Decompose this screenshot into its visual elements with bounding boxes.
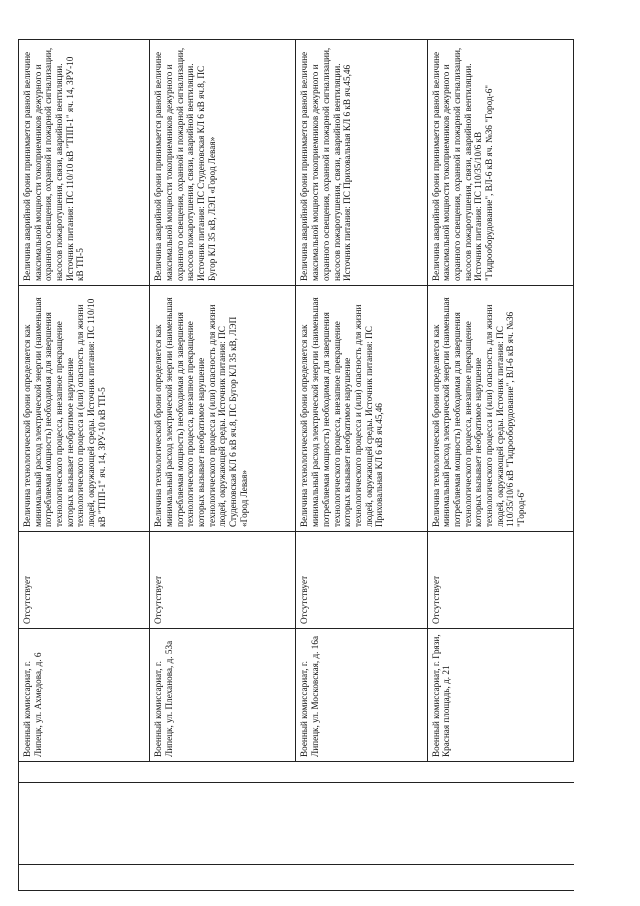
- frame-vertical-line: [18, 762, 19, 890]
- frame-horizontal-line: [18, 864, 574, 865]
- backup-cell: Отсутствует: [427, 532, 573, 629]
- emergency-reserve-cell: Величина аварийной брони принимается равной величине максимальной мощности токоприемников дежурного и охранного освещения, охранной и пожарной сигнализации, насосов пожаротушения, связи, аварийной вентиляции. Источник питания: ПС Студеновская КЛ 6 кВ яч.8, ПС Бугор КЛ 35 кВ, ЛЭП «Город Левая»: [150, 40, 296, 286]
- table-row: [19, 40, 150, 762]
- tech-reserve-cell: Величина технологической брони определяется как минимальный расход электрической энергии (наименьшая потребляемая мощность) необходимая для завершения технологического процесса, внезапное прекращение которых вызывает необратимое нарушение технологического процесса и (или) опасность для жизни людей, окружающей среды. Источник питания: ПС 110/10 кВ "ТПП-1" яч. 14, ЗРУ-10 кВ ТП-5: [19, 286, 150, 532]
- object-cell: Военный комиссариат, г. Липецк, ул. Плеханова, д. 53а: [150, 629, 296, 762]
- emergency-reserve-cell: Величина аварийной брони принимается равной величине максимальной мощности токоприемников дежурного и охранного освещения, охранной и пожарной сигнализации, насосов пожаротушения, связи, аварийной вентиляции. Источник питания: ПС 110/10 кВ "ТПП-1" яч. 14, ЗРУ-10 кВ ТП-5: [19, 40, 150, 286]
- emergency-reserve-cell: Величина аварийной брони принимается равной величине максимальной мощности токоприемников дежурного и охранного освещения, охранной и пожарной сигнализации, насосов пожаротушения, связи, аварийной вентиляции. Источник питания: ПС 110/35/10/6 кВ "Гидрооборудование", ВЛ-6 кВ яч. №36 "Город-6": [427, 40, 573, 286]
- object-cell: Военный комиссариат, г. Липецк, ул. Ахмедова, д. 6: [19, 629, 150, 762]
- emergency-reserve-cell: Величина аварийной брони принимается равной величине максимальной мощности токоприемников дежурного и охранного освещения, охранной и пожарной сигнализации, насосов пожаротушения, связи, аварийной вентиляции. Источник питания: ПС Приховальная КЛ 6 кВ яч.45,46: [296, 40, 427, 286]
- backup-cell: Отсутствует: [19, 532, 150, 629]
- table-row: [150, 40, 296, 762]
- frame-horizontal-line: [18, 782, 574, 783]
- tech-reserve-cell: Величина технологической брони определяется как минимальный расход электрической энергии (наименьшая потребляемая мощность) необходимая для завершения технологического процесса, внезапное прекращение которых вызывает необратимое нарушение технологического процесса и (или) опасность для жизни людей, окружающей среды. Источник питания: ПС 110/35/10/6 кВ "Гидрооборудование", ВЛ-6 кВ яч. №36 "Город-6": [427, 286, 573, 532]
- backup-cell: Отсутствует: [150, 532, 296, 629]
- tech-reserve-cell: Величина технологической брони определяется как минимальный расход электрической энергии (наименьшая потребляемая мощность) необходимая для завершения технологического процесса, внезапное прекращение которых вызывает необратимое нарушение технологического процесса и (или) опасность для жизни людей, окружающей среды. Источник питания: ПС Студеновская КЛ 6 кВ яч.8, ПС Бугор КЛ 35 кВ, ЛЭП «Город Левая»: [150, 286, 296, 532]
- backup-cell: Отсутствует: [296, 532, 427, 629]
- object-cell: Военный комиссариат, г. Грязи, Красная площадь, д. 21: [427, 629, 573, 762]
- power-reserve-table: [18, 39, 574, 762]
- object-cell: Военный комиссариат, г. Липецк, ул. Московская, д. 16а: [296, 629, 427, 762]
- frame-horizontal-line: [18, 890, 574, 891]
- tech-reserve-cell: Величина технологической брони определяется как минимальный расход электрической энергии (наименьшая потребляемая мощность) необходимая для завершения технологического процесса, внезапное прекращение которых вызывает необратимое нарушение технологического процесса и (или) опасность для жизни людей, окружающей среды. Источник питания: ПС Приховальная КЛ 6 кВ яч.45,46: [296, 286, 427, 532]
- table-row: [427, 40, 573, 762]
- table-row: [296, 40, 427, 762]
- rotated-table-container: [18, 40, 574, 762]
